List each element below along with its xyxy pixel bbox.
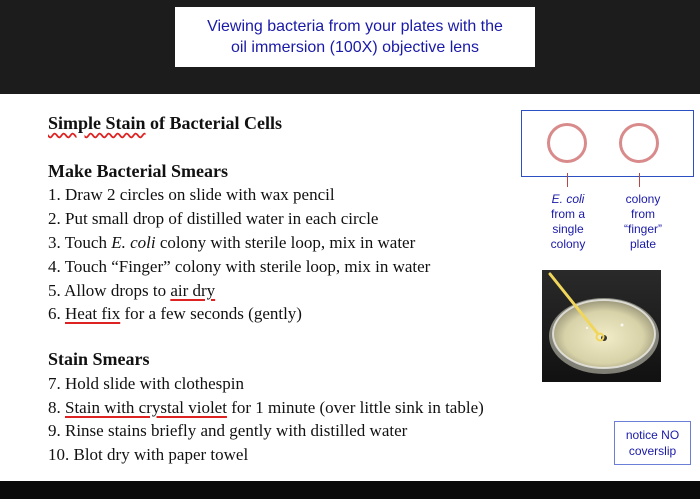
slide-title: [175, 7, 535, 67]
item-text: for a few seconds (gently): [120, 304, 302, 323]
footer-bar: [0, 481, 700, 499]
notice-line-1: notice NO: [625, 428, 680, 442]
item-number: 2.: [48, 209, 61, 228]
item-number: 4.: [48, 257, 61, 276]
item-text: Put small drop of distilled water in each circle: [65, 209, 379, 228]
left-circle-icon: [547, 123, 587, 163]
list-item: [48, 444, 248, 465]
list-item: [48, 280, 215, 301]
left-circle-label: E. coli from a single colony: [550, 192, 586, 251]
item-underlined: Stain with crystal violet: [65, 398, 227, 417]
item-number: 9.: [48, 421, 61, 440]
item-text: Hold slide with clothespin: [65, 374, 244, 393]
item-text: Touch “Finger” colony with sterile loop, mix in water: [64, 257, 431, 276]
item-text: for 1 minute (over little sink in table): [226, 398, 484, 417]
list-item: [48, 184, 335, 205]
list-item: [48, 256, 430, 277]
item-number: 10.: [48, 445, 70, 464]
title-line-2: oil immersion (100X) objective lens: [230, 39, 480, 56]
heading-main: Simple Stain: [48, 113, 146, 133]
item-number: 7.: [48, 374, 61, 393]
item-italic: E. coli: [111, 233, 156, 252]
item-number: 5.: [48, 281, 61, 300]
item-number: 6.: [48, 304, 61, 323]
right-circle-icon: [619, 123, 659, 163]
item-text: Rinse stains briefly and gently with distilled water: [65, 421, 408, 440]
item-text: Draw 2 circles on slide with wax pencil: [65, 185, 335, 204]
item-text: Blot dry with paper towel: [73, 445, 249, 464]
item-number: 1.: [48, 185, 61, 204]
item-text: Allow drops to: [64, 281, 167, 300]
heading-rest: of Bacterial Cells: [150, 113, 282, 133]
section-make-smears-title: Make Bacterial Smears: [48, 161, 228, 181]
item-underlined: air dry: [170, 281, 216, 300]
section-stain-smears-title: Stain Smears: [48, 349, 150, 369]
list-item: [48, 303, 302, 324]
slide-heading: [48, 112, 282, 134]
left-pointer-line: [567, 173, 568, 187]
list-item: [48, 397, 484, 418]
item-number: 3.: [48, 233, 61, 252]
notice-callout: [614, 421, 691, 465]
item-underlined: Heat fix: [65, 304, 121, 323]
item-number: 8.: [48, 398, 61, 417]
right-circle-label: colony from “finger” plate: [623, 192, 662, 251]
list-item: [48, 420, 407, 441]
notice-line-2: coverslip: [628, 444, 677, 458]
petri-dish-photo: [542, 270, 661, 382]
list-item: [48, 373, 244, 394]
item-text: colony with sterile loop, mix in water: [155, 233, 416, 252]
item-text: Touch: [64, 233, 112, 252]
right-pointer-line: [639, 173, 640, 187]
list-item: [48, 232, 415, 253]
list-item: [48, 208, 378, 229]
title-line-1: Viewing bacteria from your plates with the: [207, 18, 503, 35]
